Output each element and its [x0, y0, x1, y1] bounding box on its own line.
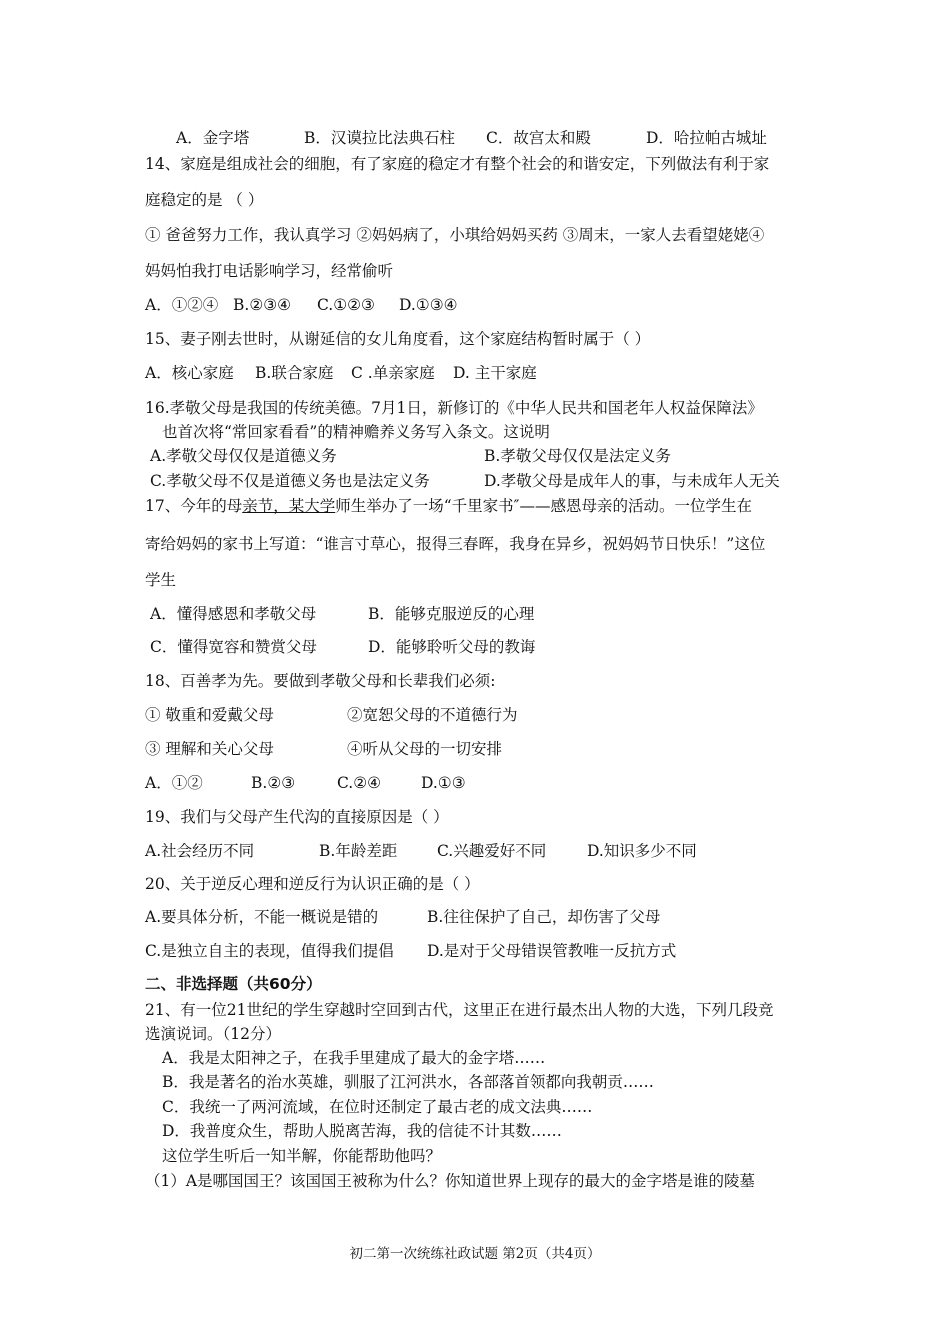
q21-item-b: B．我是著名的治水英雄，驯服了江河洪水，各部落首领都向我朝贡……	[162, 1073, 654, 1091]
q20-stem: 20、关于逆反心理和逆反行为认识正确的是（ ）	[145, 875, 480, 893]
q18-item-1: ① 敬重和爱戴父母	[145, 706, 274, 724]
q13-option-c: C．故宫太和殿	[486, 129, 591, 147]
q15-stem: 15、妻子刚去世时，从谢延信的女儿角度看，这个家庭结构暂时属于（ ）	[145, 330, 651, 348]
q19-option-a: A.社会经历不同	[145, 842, 255, 860]
q15-option-a: A．核心家庭	[145, 364, 234, 382]
q13-option-b: B．汉谟拉比法典石柱	[304, 129, 455, 147]
q14-option-d: D.①③④	[399, 296, 458, 314]
q14-stem-line1: 14、家庭是组成社会的细胞，有了家庭的稳定才有整个社会的和谐安定，下列做法有利于家	[145, 155, 770, 173]
q16-option-d: D.孝敬父母是成年人的事，与未成年人无关	[484, 472, 780, 490]
q21-item-c: C．我统一了两河流域，在位时还制定了最古老的成文法典……	[162, 1098, 593, 1116]
q14-option-c: C.①②③	[317, 296, 375, 314]
q18-stem: 18、百善孝为先。要做到孝敬父母和长辈我们必须:	[145, 672, 496, 690]
q20-option-b: B.往往保护了自己，却伤害了父母	[427, 908, 661, 926]
q18-item-4: ④听从父母的一切安排	[347, 740, 503, 758]
section2-title: 二、非选择题（共60分）	[145, 975, 322, 993]
q19-stem: 19、我们与父母产生代沟的直接原因是（ ）	[145, 808, 449, 826]
q19-option-d: D.知识多少不同	[587, 842, 697, 860]
q13-option-a: A．金字塔	[176, 129, 250, 147]
q17-option-a: A．懂得感恩和孝敬父母	[150, 605, 317, 623]
q16-option-a: A.孝敬父母仅仅是道德义务	[150, 447, 337, 465]
q18-option-d: D.①③	[421, 774, 466, 792]
q17-stem-line2: 寄给妈妈的家书上写道：“谁言寸草心，报得三春晖，我身在异乡，祝妈妈节日快乐！”这位	[145, 535, 766, 553]
q15-option-d: D. 主干家庭	[453, 364, 537, 382]
q17-stem-line3: 学生	[145, 571, 177, 589]
q15-option-b: B.联合家庭	[255, 364, 334, 382]
q20-option-c: C.是独立自主的表现，值得我们提倡	[145, 942, 394, 960]
q16-option-c: C.孝敬父母不仅是道德义务也是法定义务	[150, 472, 430, 490]
q16-stem-line1: 16.孝敬父母是我国的传统美德。7月1日，新修订的《中华人民共和国老年人权益保障法》	[145, 399, 763, 417]
q13-option-d: D．哈拉帕古城址	[646, 129, 767, 147]
q21-item-a: A．我是太阳神之子，在我手里建成了最大的金字塔……	[162, 1049, 546, 1067]
q17-stem-line1	[145, 496, 752, 516]
q18-item-3: ③ 理解和关心父母	[145, 740, 274, 758]
q17-option-d: D．能够聆听父母的教诲	[368, 638, 536, 656]
q18-option-c: C.②④	[337, 774, 382, 792]
q18-item-2: ②宽恕父母的不道德行为	[347, 706, 518, 724]
q20-option-a: A.要具体分析，不能一概说是错的	[145, 908, 379, 926]
q21-stem-line1: 21、有一位21世纪的学生穿越时空回到古代，这里正在进行最杰出人物的大选，下列几段竞	[145, 1001, 774, 1019]
q16-stem-line2: 也首次将“常回家看看”的精神赡养义务写入条文。这说明	[162, 423, 550, 441]
q14-option-b: B.②③④	[233, 296, 292, 314]
q21-stem-line2: 选演说词。（12分）	[145, 1025, 281, 1043]
q17-stem-underlined: 亲节，某大学	[242, 497, 336, 515]
q21-item-d: D．我普度众生，帮助人脱离苦海，我的信徒不计其数……	[162, 1122, 562, 1140]
q17-stem-part3: 师生举办了一场“千里家书″——感恩母亲的活动。一位学生在	[335, 497, 752, 515]
q21-prompt: 这位学生听后一知半解，你能帮助他吗？	[162, 1147, 442, 1165]
q14-option-a: A．①②④	[145, 296, 219, 314]
q20-option-d: D.是对于父母错误管教唯一反抗方式	[427, 942, 677, 960]
q17-stem-part1: 17、今年的母	[145, 497, 243, 515]
q15-option-c: C .单亲家庭	[351, 364, 435, 382]
q16-option-b: B.孝敬父母仅仅是法定义务	[484, 447, 671, 465]
q14-items-line1: ① 爸爸努力工作，我认真学习 ②妈妈病了，小琪给妈妈买药 ③周末，一家人去看望姥姥④	[145, 226, 765, 244]
q17-option-b: B．能够克服逆反的心理	[368, 605, 535, 623]
q19-option-c: C.兴趣爱好不同	[437, 842, 547, 860]
q18-option-a: A．①②	[145, 774, 203, 792]
q17-option-c: C．懂得宽容和赞赏父母	[150, 638, 317, 656]
page-footer: 初二第一次统练社政试题 第2页（共4页）	[349, 1246, 601, 1262]
q14-items-line2: 妈妈怕我打电话影响学习，经常偷听	[145, 262, 394, 280]
q21-sub1: （1）A是哪国国王？该国国王被称为什么？你知道世界上现存的最大的金字塔是谁的陵墓	[145, 1172, 756, 1190]
q14-stem-line2: 庭稳定的是 （ ）	[145, 191, 264, 209]
q19-option-b: B.年龄差距	[319, 842, 398, 860]
q18-option-b: B.②③	[251, 774, 296, 792]
